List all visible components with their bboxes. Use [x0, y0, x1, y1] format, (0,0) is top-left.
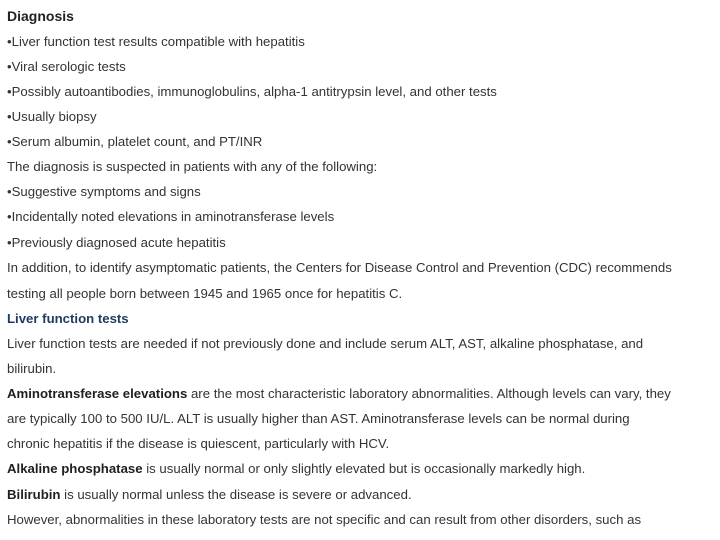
bilirubin-text: is usually normal unless the disease is severe or advanced.: [60, 487, 412, 502]
alkaline-phosphatase-line: [7, 461, 585, 477]
page-title: Diagnosis: [7, 8, 74, 24]
alkaline-phosphatase-term: Alkaline phosphatase: [7, 461, 143, 476]
aminotransferase-term: Aminotransferase elevations: [7, 386, 188, 401]
aminotransferase-text: are the most characteristic laboratory abnormalities. Although levels can vary, they: [187, 386, 671, 401]
list-item: •Serum albumin, platelet count, and PT/INR: [7, 134, 263, 149]
aminotransferase-paragraph-line: [7, 386, 671, 402]
section-heading-lft: Liver function tests: [7, 311, 129, 326]
alkaline-phosphatase-text: is usually normal or only slightly elevated but is occasionally markedly high.: [142, 461, 586, 476]
list-item: •Liver function test results compatible with hepatitis: [7, 34, 305, 49]
aminotransferase-paragraph-line: are typically 100 to 500 IU/L. ALT is usually higher than AST. Aminotransferase levels can be normal during: [7, 411, 630, 426]
suspected-intro: The diagnosis is suspected in patients with any of the following:: [7, 159, 378, 174]
list-item: •Suggestive symptoms and signs: [7, 184, 201, 199]
cdc-paragraph-line: testing all people born between 1945 and 1965 once for hepatitis C.: [7, 286, 403, 301]
bilirubin-line: [7, 487, 412, 503]
bilirubin-term: Bilirubin: [7, 487, 61, 502]
list-item: •Previously diagnosed acute hepatitis: [7, 235, 226, 250]
list-item: •Usually biopsy: [7, 109, 97, 124]
lft-paragraph-line: Liver function tests are needed if not previously done and include serum ALT, AST, alkaline phosphatase, and: [7, 336, 644, 351]
however-paragraph-line: However, abnormalities in these laboratory tests are not specific and can result from other disorders, such as: [7, 512, 642, 527]
list-item: •Possibly autoantibodies, immunoglobulins, alpha-1 antitrypsin level, and other tests: [7, 84, 497, 99]
list-item: •Incidentally noted elevations in aminotransferase levels: [7, 209, 335, 224]
lft-paragraph-line: bilirubin.: [7, 361, 57, 376]
aminotransferase-paragraph-line: chronic hepatitis if the disease is quiescent, particularly with HCV.: [7, 436, 390, 451]
list-item: •Viral serologic tests: [7, 59, 126, 74]
cdc-paragraph-line: In addition, to identify asymptomatic patients, the Centers for Disease Control and Prevention (CDC) recommends: [7, 260, 672, 275]
